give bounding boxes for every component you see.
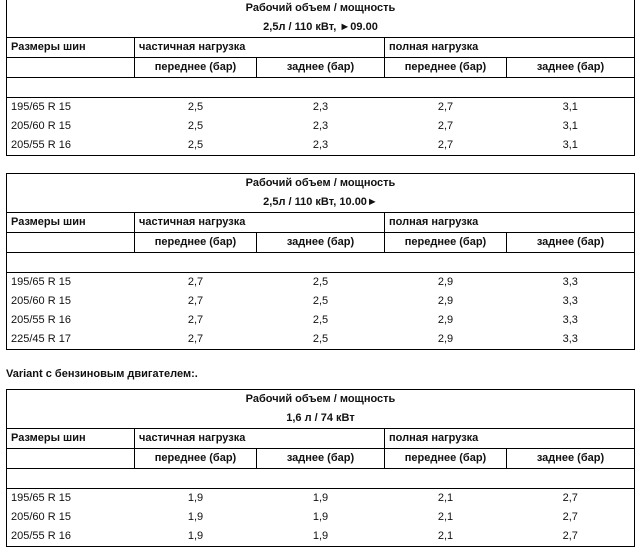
tire-pressure-table-1 — [6, 0, 635, 156]
full-rear-cell: 3,3 — [507, 330, 635, 350]
column-header-partial-rear: заднее (бар) — [257, 233, 385, 253]
full-front-cell: 2,7 — [385, 98, 507, 118]
full-rear-cell: 2,7 — [507, 508, 635, 527]
column-header-partial-load: частичная нагрузка — [135, 213, 385, 233]
column-header-full-front: переднее (бар) — [385, 233, 507, 253]
table-title: Рабочий объем / мощность — [7, 174, 635, 194]
table-row — [7, 117, 635, 136]
tire-size-cell: 195/65 R 15 — [7, 273, 135, 293]
partial-rear-cell: 2,5 — [257, 273, 385, 293]
column-header-partial-front: переднее (бар) — [135, 58, 257, 78]
column-header-partial-rear: заднее (бар) — [257, 58, 385, 78]
table-subtitle: 1,6 л / 74 кВт — [7, 409, 635, 429]
column-header-partial-rear: заднее (бар) — [257, 449, 385, 469]
empty-cell — [7, 233, 135, 253]
full-front-cell: 2,7 — [385, 136, 507, 156]
table-row — [7, 489, 635, 509]
column-header-full-rear: заднее (бар) — [507, 58, 635, 78]
table-row — [7, 273, 635, 293]
tire-size-cell: 205/55 R 16 — [7, 136, 135, 156]
table-title: Рабочий объем / мощность — [7, 390, 635, 410]
partial-rear-cell: 1,9 — [312, 511, 329, 523]
tire-size-cell: 195/65 R 15 — [7, 98, 135, 118]
column-header-partial-front: переднее (бар) — [135, 233, 257, 253]
row-separator — [7, 469, 635, 489]
full-rear-cell: 3,1 — [507, 136, 635, 156]
partial-rear-cell: 2,5 — [312, 314, 329, 326]
table-row — [7, 136, 635, 156]
full-rear-cell: 3,3 — [507, 311, 635, 330]
full-rear-cell: 3,1 — [507, 117, 635, 136]
table-subtitle: 2,5л / 110 кВт, ►09.00 — [7, 18, 635, 38]
section-heading: Variant с бензиновым двигателем:. — [6, 368, 198, 380]
partial-front-cell: 1,9 — [187, 511, 204, 523]
tire-size-cell: 205/55 R 16 — [7, 527, 135, 547]
column-header-full-front: переднее (бар) — [385, 449, 507, 469]
tire-pressure-table-3 — [6, 389, 635, 547]
row-separator — [7, 78, 635, 98]
column-header-full-load: полная нагрузка — [385, 213, 635, 233]
partial-rear-cell: 2,3 — [257, 136, 385, 156]
full-front-cell: 2,9 — [437, 295, 454, 307]
partial-rear-cell: 2,5 — [312, 295, 329, 307]
column-header-partial-load: частичная нагрузка — [135, 429, 385, 449]
full-front-cell: 2,9 — [437, 314, 454, 326]
column-header-full-load: полная нагрузка — [385, 38, 635, 58]
partial-front-cell: 2,7 — [135, 330, 257, 350]
empty-cell — [7, 58, 135, 78]
table-row — [7, 98, 635, 118]
partial-front-cell: 1,9 — [135, 489, 257, 509]
tire-size-cell: 195/65 R 15 — [7, 489, 135, 509]
full-rear-cell: 2,7 — [507, 527, 635, 547]
full-front-cell: 2,9 — [385, 273, 507, 293]
table-row — [7, 527, 635, 547]
column-header-tire-size: Размеры шин — [7, 38, 135, 58]
partial-rear-cell: 1,9 — [257, 489, 385, 509]
table-row — [7, 311, 635, 330]
partial-rear-cell: 1,9 — [257, 527, 385, 547]
full-rear-cell: 3,3 — [507, 292, 635, 311]
partial-rear-cell: 2,5 — [257, 330, 385, 350]
tire-size-cell: 225/45 R 17 — [7, 330, 135, 350]
column-header-full-load: полная нагрузка — [385, 429, 635, 449]
partial-front-cell: 2,5 — [187, 120, 204, 132]
full-front-cell: 2,7 — [437, 120, 454, 132]
table-subtitle: 2,5л / 110 кВт, 10.00► — [7, 193, 635, 213]
table-title: Рабочий объем / мощность — [7, 0, 635, 18]
tire-size-cell: 205/55 R 16 — [7, 311, 135, 330]
full-rear-cell: 2,7 — [507, 489, 635, 509]
partial-front-cell: 2,5 — [135, 136, 257, 156]
column-header-full-rear: заднее (бар) — [507, 449, 635, 469]
column-header-tire-size: Размеры шин — [7, 429, 135, 449]
tire-size-cell: 205/60 R 15 — [7, 117, 135, 136]
tire-size-cell: 205/60 R 15 — [7, 508, 135, 527]
full-front-cell: 2,1 — [385, 527, 507, 547]
column-header-full-rear: заднее (бар) — [507, 233, 635, 253]
tire-size-cell: 205/60 R 15 — [7, 292, 135, 311]
column-header-partial-front: переднее (бар) — [135, 449, 257, 469]
empty-cell — [7, 449, 135, 469]
partial-rear-cell: 2,3 — [312, 120, 329, 132]
partial-front-cell: 2,5 — [135, 98, 257, 118]
partial-front-cell: 2,7 — [135, 273, 257, 293]
tire-pressure-table-2 — [6, 173, 635, 350]
column-header-partial-load: частичная нагрузка — [135, 38, 385, 58]
full-rear-cell: 3,1 — [507, 98, 635, 118]
column-header-tire-size: Размеры шин — [7, 213, 135, 233]
partial-front-cell: 2,7 — [187, 295, 204, 307]
full-front-cell: 2,1 — [437, 511, 454, 523]
table-row — [7, 330, 635, 350]
row-separator — [7, 253, 635, 273]
full-rear-cell: 3,3 — [507, 273, 635, 293]
full-front-cell: 2,9 — [385, 330, 507, 350]
partial-front-cell: 2,7 — [187, 314, 204, 326]
column-header-full-front: переднее (бар) — [385, 58, 507, 78]
table-row — [7, 292, 635, 311]
table-row — [7, 508, 635, 527]
partial-rear-cell: 2,3 — [257, 98, 385, 118]
full-front-cell: 2,1 — [385, 489, 507, 509]
partial-front-cell: 1,9 — [135, 527, 257, 547]
